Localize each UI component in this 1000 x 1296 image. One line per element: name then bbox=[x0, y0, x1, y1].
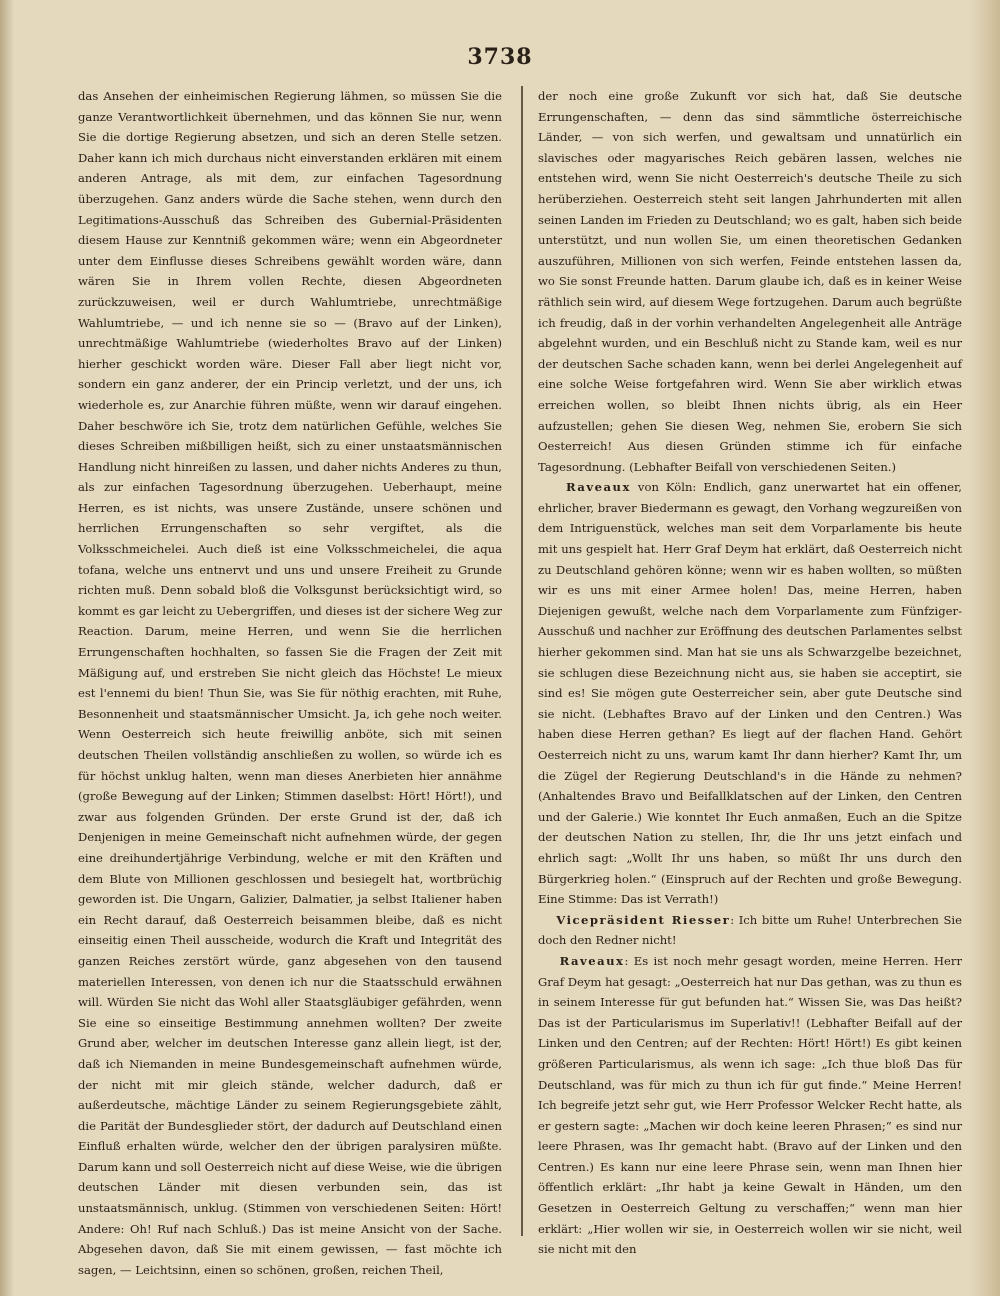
page-edge-right bbox=[970, 0, 1000, 1296]
paragraph-text: : Es ist noch mehr gesagt worden, meine Herren. Herr Graf Deym hat gesagt: „Oesterreich hat nur Das gethan, was zu thun es in seinem Interesse für gut befunden hat.“ Wissen Sie, was Das heißt? Das ist der Particularismus im Superlativ!! (Lebhafter Beifall auf der Linken und den Centren; auf der Rechten: Hört! Hört!) Es gibt keinen größeren Particularismus, als wenn ich sage: „Ich thue bloß Das für Deutschland, was für mich zu thun ich für gut finde.“ Meine Herren! Ich begreife jetzt sehr gut, wie Herr Professor Welcker Recht hatte, als er gestern sagte: „Machen wir doch keine leeren Phrasen;“ es sind nur leere Phrasen, was Ihr gemacht habt. (Bravo auf der Linken und den Centren.) Es kann nur eine leere Phrase sein, wenn man Ihnen hier öffentlich erklärt: „Ihr habt ja keine Gewalt in Händen, um den Gesetzen in Oesterreich Geltung zu verschaffen;“ wenn man hier erklärt: „Hier wollen wir sie, in Oesterreich wollen wir sie nicht, weil sie nicht mit den bbox=[538, 953, 962, 1257]
paragraph-text: von Köln: Endlich, ganz unerwartet hat ein offener, ehrlicher, braver Biedermann es gewagt, den Vorhang wegzureißen von dem Intriguenstück, welches man seit dem Vorparlamente bis heute mit uns gespielt hat. Herr Graf Deym hat erklärt, daß Oesterreich nicht zu Deutschland gehören könne; wenn wir es haben wollten, so müßten wir es uns mit einer Armee holen! Das, meine Herren, haben Diejenigen gewußt, welche nach dem Vorparlamente zum Fünfziger-Ausschuß und nachher zur Eröffnung des deutschen Parlamentes selbst hierher gekommen sind. Man hat sie uns als Schwarzgelbe bezeichnet, sie schlugen diese Bezeichnung nicht aus, sie haben sie acceptirt, sie sind es! Sie mögen gute Oesterreicher sein, aber gute Deutsche sind sie nicht. (Lebhaftes Bravo auf der Linken und den Centren.) Was haben diese Herren gethan? Es liegt auf der flachen Hand. Gehört Oesterreich nicht zu uns, warum kamt Ihr dann hierher? Kamt Ihr, um die Zügel der Regierung Deutschland's in die Hände zu nehmen? (Anhaltendes Bravo und Beifallklatschen auf der Linken, den Centren und der Galerie.) Wie konntet Ihr Euch anmaßen, Euch an die Spitze der deutschen Nation zu stellen, Ihr, die Ihr uns jetzt einfach und ehrlich sagt: „Wollt Ihr uns haben, so müßt Ihr uns durch den Bürgerkrieg holen.“ (Einspruch auf der Rechten und große Bewegung. Eine Stimme: Das ist Verrath!) bbox=[538, 480, 962, 907]
left-column bbox=[78, 86, 502, 1277]
right-paragraph bbox=[538, 951, 962, 1260]
left-paragraph: das Ansehen der einheimischen Regierung lähmen, so müssen Sie die ganze Verantwortlichkeit übernehmen, und das können Sie nur, wenn Sie die dortige Regierung absetzen, und sich an deren Stelle setzen. Daher kann ich mich durchaus nicht einverstanden erklären mit einem anderen Antrage, als mit dem, zur einfachen Tagesordnung überzugehen. Ganz anders würde die Sache stehen, wenn durch den Legitimations-Ausschuß das Schreiben des Gubernial-Präsidenten diesem Hause zur Kenntniß gekommen wäre; wenn ein Abgeordneter unter dem Einflusse dieses Schreibens gewählt worden wäre, dann wären Sie in Ihrem vollen Rechte, diesen Abgeordneten zurückzuweisen, weil er durch Wahlumtriebe, unrechtmäßige Wahlumtriebe, — und ich nenne sie so — (Bravo auf der Linken), unrechtmäßige Wahlumtriebe (wiederholtes Bravo auf der Linken) hierher geschickt worden wäre. Dieser Fall aber liegt nicht vor, sondern ein ganz anderer, der ein Princip verletzt, und der uns, ich wiederhole es, zur Anarchie führen müßte, wenn wir darauf eingehen. Daher beschwöre ich Sie, trotz dem natürlichen Gefühle, welches Sie dieses Schreiben mißbilligen heißt, sich zu einer unstaatsmännischen Handlung nicht hinreißen zu lassen, und daher nichts Anderes zu thun, als zur einfachen Tagesordnung überzugehen. Ueberhaupt, meine Herren, es ist nichts, was unsere Zustände, unsere schönen und herrlichen Errungenschaften so sehr vergiftet, als die Volksschmeichelei. Auch dieß ist eine Volksschmeichelei, die aqua tofana, welche uns entnervt und uns und unsere Freiheit zu Grunde richten muß. Denn sobald bloß die Volksgunst berücksichtigt wird, so kommt es gar leicht zu Uebergriffen, und dieses ist der sichere Weg zur Reaction. Darum, meine Herren, und wenn Sie die herrlichen Errungenschaften hochhalten, so fassen Sie die Fragen der Zeit mit Mäßigung auf, und erstreben Sie nicht gleich das Höchste! Le mieux est l'ennemi du bien! Thun Sie, was Sie für nöthig erachten, mit Ruhe, Besonnenheit und staatsmännischer Umsicht. Ja, ich gehe noch weiter. Wenn Oesterreich sich heute freiwillig anböte, sich mit seinen deutschen Theilen vollständig anschließen zu wollen, so würde ich es für höchst unklug halten, wenn man dieses Anerbieten hier annähme (große Bewegung auf der Linken; Stimmen daselbst: Hört! Hört!), und zwar aus folgenden Gründen. Der erste Grund ist der, daß ich Denjenigen in meine Gemeinschaft nicht aufnehmen würde, der gegen eine dreihundertjährige Verbindung, welche er mit den Kräften und dem Blute von Millionen geschlossen und besiegelt hat, wortbrüchig geworden ist. Die Ungarn, Galizier, Dalmatier, ja selbst Italiener haben ein Recht darauf, daß Oesterreich beisammen bleibe, daß es nicht einseitig einen Theil ausscheide, wodurch die Kraft und Integrität des ganzen Reiches zerstört würde, ganz abgesehen von den tausend materiellen Interessen, von denen ich nur die Staatsschuld erwähnen will. Würden Sie nicht das Wohl aller Staatsgläubiger gefährden, wenn Sie eine so einseitige Bestimmung annehmen wollten? Der zweite Grund aber, welcher im deutschen Interesse ganz allein liegt, ist der, daß ich Niemanden in meine Bundesgemeinschaft aufnehmen würde, der nicht mit mir gleich stände, welcher dadurch, daß er außerdeutsche, mächtige Länder zu seinem Regierungsgebiete zählt, die Parität der Bundesglieder stört, der dadurch auf Deutschland einen Einfluß erhalten würde, welcher den der übrigen paralysiren müßte. Darum kann und soll Oesterreich nicht auf diese Weise, wie die übrigen deutschen Länder mit diesen verbunden sein, das ist unstaatsmännisch, unklug. (Stimmen von verschiedenen Seiten: Hört! Andere: Oh! Ruf nach Schluß.) Das ist meine Ansicht von der Sache. Abgesehen davon, daß Sie mit einem gewissen, — fast möchte ich sagen, — Leichtsinn, einen so schönen, großen, reichen Theil, bbox=[78, 89, 502, 1277]
speaker-name: Vicepräsident Riesser bbox=[556, 912, 731, 927]
paragraph-text: : Ich bitte um Ruhe! Unterbrechen Sie doch den Redner nicht! bbox=[538, 912, 962, 948]
right-paragraph bbox=[538, 477, 962, 909]
page-edge-left bbox=[0, 0, 14, 1296]
right-paragraph bbox=[538, 86, 962, 477]
right-column bbox=[538, 86, 962, 1257]
page-number: 3738 bbox=[467, 44, 533, 70]
right-paragraph bbox=[538, 910, 962, 951]
speaker-name: Raveaux bbox=[566, 480, 631, 495]
paragraph-text: der noch eine große Zukunft vor sich hat, daß Sie deutsche Errungenschaften, — denn das sind sämmtliche österreichische Länder, — von sich werfen, und gewaltsam und unnatürlich ein slavisches oder magyarisches Reich gebären lassen, welches nie entstehen wird, wenn Sie nicht Oesterreich's deutsche Theile zu sich herüberziehen. Oesterreich steht seit langen Jahrhunderten mit allen seinen Landen im Frieden zu Deutschland; wo es galt, haben sich beide unterstützt, und nun wollen Sie, um einen theoretischen Gedanken auszuführen, Millionen von sich werfen, Feinde entstehen lassen da, wo Sie sonst Freunde hatten. Darum glaube ich, daß es in keiner Weise räthlich sein wird, auf diesem Wege fortzugehen. Darum auch begrüßte ich freudig, daß in der vorhin verhandelten Angelegenheit alle Anträge abgelehnt wurden, und ein Beschluß nicht zu Stande kam, weil es nur der deutschen Sache schaden kann, wenn bei derlei Angelegenheit auf eine solche Weise fortgefahren wird. Wenn Sie aber wirklich etwas erreichen wollen, so bleibt Ihnen nichts übrig, als ein Heer aufzustellen; gehen Sie diesen Weg, nehmen Sie, erobern Sie sich Oesterreich! Aus diesen Gründen stimme ich für einfache Tagesordnung. (Lebhafter Beifall von verschiedenen Seiten.) bbox=[538, 89, 962, 474]
column-divider bbox=[521, 86, 523, 1236]
speaker-name: Raveaux bbox=[559, 953, 625, 968]
